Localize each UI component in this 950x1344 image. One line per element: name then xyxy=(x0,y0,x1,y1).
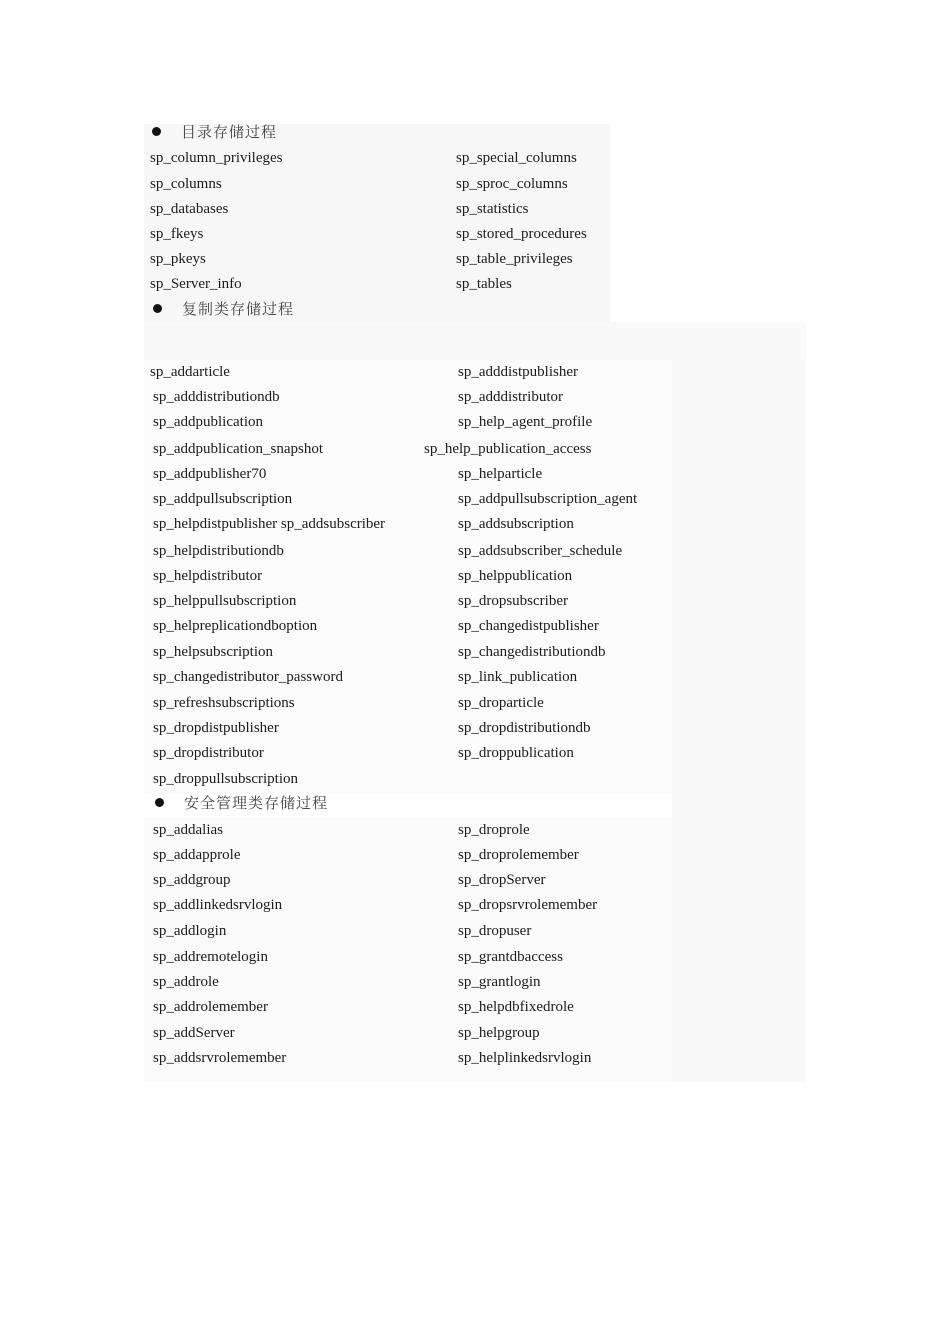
list-item: sp_table_privileges xyxy=(456,251,573,267)
list-item: sp_addsubscription xyxy=(458,516,574,532)
list-item: sp_dropdistpublisher xyxy=(153,720,279,736)
list-item: sp_addarticle xyxy=(150,364,230,380)
list-item: sp_addpublication xyxy=(153,414,263,430)
section-heading-text: 复制类存储过程 xyxy=(182,302,295,318)
table-shade-gap xyxy=(144,322,806,360)
list-item: sp_addpullsubscription xyxy=(153,491,293,507)
list-item: sp_columns xyxy=(150,176,222,192)
list-item: sp_stored_procedures xyxy=(456,226,587,242)
list-item: sp_addpublication_snapshot xyxy=(153,441,323,457)
list-item: sp_fkeys xyxy=(150,226,204,242)
list-item: sp_addrolemember xyxy=(153,999,268,1015)
list-item: sp_sproc_columns xyxy=(456,176,568,192)
list-item: sp_link_publication xyxy=(458,669,578,685)
list-item: sp_databases xyxy=(150,201,229,217)
list-item: sp_droppullsubscription xyxy=(153,771,298,787)
list-item: sp_droparticle xyxy=(458,695,544,711)
list-item: sp_helppullsubscription xyxy=(153,593,297,609)
list-item: sp_helpdistpublisher sp_addsubscriber xyxy=(153,516,386,532)
list-item: sp_addpublisher70 xyxy=(153,466,267,482)
list-item: sp_helpdistributor xyxy=(153,568,263,584)
list-item: sp_refreshsubscriptions xyxy=(153,695,295,711)
list-item: sp_pkeys xyxy=(150,251,206,267)
list-item: sp_helpsubscription xyxy=(153,644,273,660)
list-item: sp_tables xyxy=(456,276,512,292)
bullet-icon xyxy=(153,304,162,313)
list-item: sp_droppublication xyxy=(458,745,574,761)
list-item: sp_help_agent_profile xyxy=(458,414,593,430)
list-item: sp_adddistributiondb xyxy=(153,389,280,405)
list-item: sp_dropdistributor xyxy=(153,745,264,761)
list-item: sp_addsrvrolemember xyxy=(153,1050,287,1066)
list-item: sp_grantdbaccess xyxy=(458,949,563,965)
bullet-icon xyxy=(152,127,161,136)
list-item: sp_droprolemember xyxy=(458,847,579,863)
list-item: sp_addlinkedsrvlogin xyxy=(153,897,283,913)
list-item: sp_dropdistributiondb xyxy=(458,720,591,736)
list-item: sp_droprole xyxy=(458,822,530,838)
list-item: sp_addapprole xyxy=(153,847,241,863)
list-item: sp_column_privileges xyxy=(150,150,283,166)
list-item: sp_helpdbfixedrole xyxy=(458,999,574,1015)
list-item: sp_addlogin xyxy=(153,923,227,939)
bullet-icon xyxy=(155,798,164,807)
list-item: sp_addgroup xyxy=(153,872,231,888)
list-item: sp_addremotelogin xyxy=(153,949,268,965)
section-heading-catalog xyxy=(152,123,277,143)
list-item: sp_helppublication xyxy=(458,568,573,584)
list-item: sp_Server_info xyxy=(150,276,242,292)
list-item: sp_helplinkedsrvlogin xyxy=(458,1050,592,1066)
table-shade-right xyxy=(672,360,806,1082)
list-item: sp_dropServer xyxy=(458,872,546,888)
list-item: sp_helpreplicationdboption xyxy=(153,618,318,634)
section-heading-text: 目录存储过程 xyxy=(181,125,278,141)
list-item: sp_addalias xyxy=(153,822,223,838)
list-item: sp_grantlogin xyxy=(458,974,541,990)
list-item: sp_dropsubscriber xyxy=(458,593,568,609)
list-item: sp_adddistributor xyxy=(458,389,563,405)
list-item: sp_statistics xyxy=(456,201,529,217)
list-item: sp_help_publication_access xyxy=(424,441,592,457)
list-item: sp_helparticle xyxy=(458,466,543,482)
list-item: sp_changedistpublisher xyxy=(458,618,599,634)
list-item: sp_helpgroup xyxy=(458,1025,540,1041)
list-item: sp_special_columns xyxy=(456,150,577,166)
list-item: sp_helpdistributiondb xyxy=(153,543,284,559)
list-item: sp_addrole xyxy=(153,974,219,990)
list-item: sp_addServer xyxy=(153,1025,235,1041)
list-item: sp_addsubscriber_schedule xyxy=(458,543,623,559)
list-item: sp_changedistributiondb xyxy=(458,644,606,660)
section-heading-security xyxy=(155,794,328,814)
list-item: sp_dropuser xyxy=(458,923,532,939)
list-item: sp_dropsrvrolemember xyxy=(458,897,598,913)
list-item: sp_changedistributor_password xyxy=(153,669,343,685)
list-item: sp_addpullsubscription_agent xyxy=(458,491,638,507)
section-heading-text: 安全管理类存储过程 xyxy=(184,796,329,812)
section-heading-replication xyxy=(153,300,294,320)
list-item: sp_adddistpublisher xyxy=(458,364,578,380)
